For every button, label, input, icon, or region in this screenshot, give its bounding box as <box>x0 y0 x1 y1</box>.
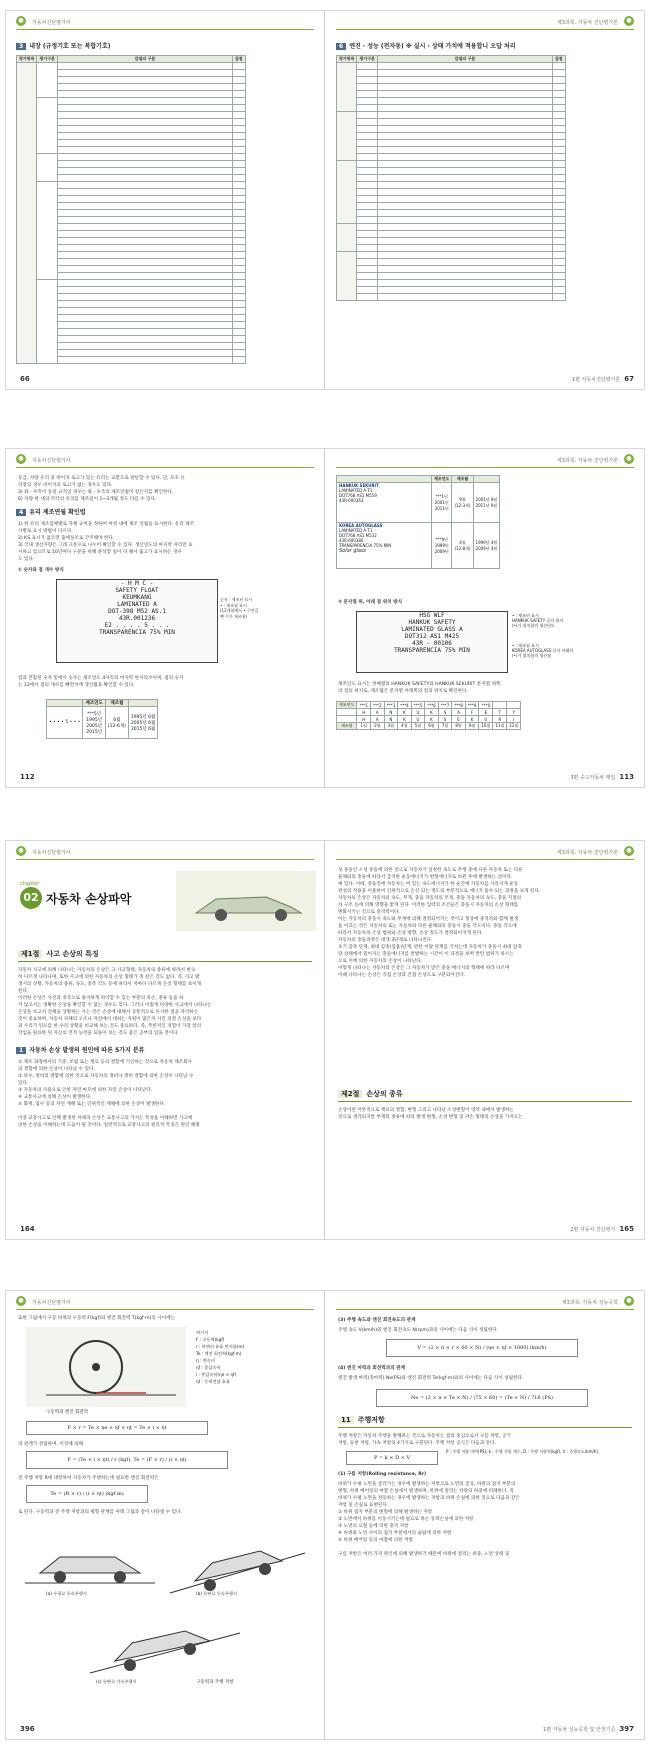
section-title: 4 유리 제조연월 확인법 <box>16 507 86 517</box>
fig2c-car <box>90 1631 240 1673</box>
eq3-intro: 전 주행 저항 R에 대항하여 자동차가 주행하는데 필요한 엔진 회전력은 <box>18 1476 159 1481</box>
tail-text: 이중 교통사고로 인해 발생된 차체의 손상은 교통사고의 가지는 특성을 이해하면 사고에 의한 손상을 이해하는데 도움이 될 것이다. 일반적으로 교통사고의 원리적 특징은 원인 해명 <box>18 1116 200 1128</box>
section-heading: 제1절 사고 손상의 특징 <box>18 949 312 962</box>
section-heading: 제2절 손상의 종류 <box>338 1089 632 1102</box>
spread-3 <box>5 840 645 1240</box>
page-header: ● 자동차진단평가사 <box>16 19 314 30</box>
section-title: 6 엔진 · 성능 (전자동) ※ 실시 · 상태 가치에 적용합니 오답 처리 <box>336 41 516 51</box>
fig2-caption: 구동력과 주행 저항 <box>196 1680 234 1685</box>
page-number: 1편 자동차진단평가론 67 <box>572 375 634 383</box>
page-header: ● 제3과목. 자동차 성능공학 <box>336 1299 634 1310</box>
fig2b-caption: (b) 등판로 등속주행시 <box>196 1591 237 1596</box>
intro-text: 또한 그림에서 구동 바퀴의 구동력 F(kgf)와 엔진 회전력 T(kgf·m)의 사이에는 <box>18 1316 176 1321</box>
eq2-intro: 의 관계가 성립하며, 이것에 의해 <box>18 1442 83 1447</box>
power-equation: Ne = (2 × π × Te × N) / (75 × 60) = (Te × N) / 716 (PS) <box>376 1389 588 1407</box>
chapter-heading: chapter 02 자동차 손상파악 <box>20 881 170 911</box>
chapter-title: 자동차 손상파악 <box>46 891 132 906</box>
s3-title: (3) 주행 속도와 엔진 회전속도의 관계 <box>338 1318 416 1323</box>
page-number: 66 <box>20 375 30 383</box>
page-number: 112 <box>20 773 35 781</box>
symbol-legend: 여기서 F : 구동력(kgf) r : 바퀴의 유효 반지름(m) Te : 엔진 회전력(kgf·m) η : 변속비 ηf : 종감속비 i : 총감속비(ηe × ηf) ηt : 동력전달 효율 <box>196 1330 245 1384</box>
chapter-number: 02 <box>20 887 42 909</box>
page-67 <box>326 11 644 389</box>
interior-deduction-table: 평가항목 평가구분 감점의 구분 감점 <box>16 55 246 364</box>
spread-2 <box>5 448 645 788</box>
tail-text: 손상이란 이론적으로 재료의 결함, 변형 그리고 나타난 소성변형이 영역 내에서 발생하는 것으로 생각되지만 부재의 종류에 따라 발생 변형, 소성 변형 및 파손 형태의 손상을 가져오는 <box>338 1108 523 1120</box>
callout-year: • : 제조년 표시 HANKUK SAFETY 글자 위의 (•)가 위치함의 생산년도 <box>512 613 564 628</box>
mid-text: 점과 본함된 숫자 밑에서 숫자는 제조연도 4자리의 마지막 한자리수이며, 점의 숫자 는 12에서 점의 개수를 빼면서에 생산월을 확인할 수 있다. <box>18 676 184 688</box>
equation-1: F × r = Te × ηe × ηf × ηt = Te × i × ηt <box>26 1421 208 1435</box>
equation-2: F = (Te × i × ηt) / r (kgf), Te = (F × r) / (i × ηt) <box>26 1451 228 1469</box>
glass-callout: 숫자 : 제조년 표시 • : 제조월 표시 (12개월에서 • 수만큼 뺀 수가 제조월) <box>220 597 259 619</box>
glass-marking-figure: - H M C - SAFETY FLOAT KEUMKANG LAMINATED A DOT-398 M52 AS.1 43R.001236 E2 . . . . 5 . . . TRANSPARENCIA 75% MIN <box>56 579 218 663</box>
driving-force-figure <box>26 1327 186 1407</box>
method-text: 1) 한 유리 제조업체별로 자체 규칙을 정하여 마킹 내에 제조 연월을 표시한다. 유리 제조 사별로 표시 방법이 다르다. 2) KS 표시가 없으면 출애실조로 간주해야 한다. 3) 국내 생산자량은 그래 크룬포로 나누어 확인할 수 있다. 생산연도의 마지막 자리만 표 시하고 있으므로 10년마다 구분을 위해 분석할 일이 다 해서 출고가 표시하는 경우 도 있다. <box>18 522 195 562</box>
s3-text: 주행 속도 V(km/h)와 엔진 회전속도 N(rpm)과의 사이에는 다음 식이 성립한다. <box>338 1328 499 1333</box>
page-number: 3편 중고자동차 매입 113 <box>570 773 634 781</box>
fig2a-caption: (a) 수평로 등속주행시 <box>46 1591 87 1596</box>
equation-3: Te = (R × r) / (i × ηt) (kgf·m) <box>26 1485 148 1503</box>
page-number: 396 <box>20 1725 35 1733</box>
fig2a-car <box>25 1557 155 1583</box>
speed-equation: V = (2 × π × r × 60 × N) / (ηe × ηf × 1000) (km/h) <box>386 1339 578 1357</box>
resistance-legend: P : 주행 저항 마력(PS), k : 주행 저항 계수, D : 주행 저항력(kgf), V : 주행속도(km/h) <box>446 1449 598 1454</box>
sub-method-title: ① 숫자와 점 개수 방식 <box>18 568 64 573</box>
fig2c-caption: (c) 등판로 가속주행시 <box>96 1679 137 1684</box>
callout-month: • : 제조월 표시 KOREA AUTOGLASS 글자 아래의 (•)가 위치함의 생산월 <box>512 643 574 658</box>
page-164 <box>6 841 325 1239</box>
resistance-figures <box>20 1523 310 1693</box>
intro-text: 등급, 자량 유리 중 바이지 로고가 있는 유리는 교환으로 판단할 수 있다. 단, 모호 유 리창의 경우 바이지의 로고가 없는 경우도 있다. 3) 좌 · 우측이 동일 규격일 경우는 좌 · 우측의 제조연월이 같은지를 확인한다. 6) 차량 한 대의 각각의 유리를 제조일이 1~3개월 정도 다를 수 있다. <box>18 476 185 502</box>
page-66 <box>6 11 325 389</box>
section-title: 3 내장 (규정기호 또는 복합기호) <box>16 41 111 51</box>
hankuk-sekurit-logo: HANKUK SEKURIT <box>339 483 379 488</box>
spread-1 <box>5 10 645 390</box>
body-text: 제조년도 표시는 첫째열의 HANKUK SAFETY와 HANKUK SEKURIT 문자열 위쪽 의 점의 위치로, 제조월은 문자열 아래쪽의 점의 위치로 확인한다. <box>338 682 501 694</box>
rolling-title: (1) 구름 저항(Rolling resistance, Rr) <box>338 1472 427 1477</box>
fig2b-car <box>170 1551 305 1593</box>
page-header: ● 자동차진단평가사 <box>16 1299 314 1310</box>
korea-autoglass-logo: KOREA AUTOGLASS <box>339 523 383 528</box>
page-header: ● 자동차진단평가사 <box>16 849 314 860</box>
fig1-caption: 구동력과 엔진 회전력 <box>46 1410 88 1415</box>
spread-4 <box>5 1290 645 1740</box>
page-header: ● 제3과목. 자동차 진단평가론 <box>336 849 634 860</box>
glass-marking-figure-2: HSG WLF HANKUK SAFETY LAMINATED GLASS A DOT312 AS1 M425 43R - 00106 TRANSPARENCIA 75% MIN <box>356 611 508 673</box>
tail-text: 구름 저항은 여러 가지 원인에 의해 발생하기 때문에 바퀴에 걸리는 하중, 노면 상태 및 <box>338 1552 510 1557</box>
page-header: ● 제3과목. 자동차 진단평가론 <box>336 457 634 468</box>
sub-method-title: ② 문자열 위, 아래 점 위치 방식 <box>338 600 403 605</box>
list-text: ① 제조 과정에서의 기준, 조립 또는 재료 등의 결함에 기인하는 것으로 자동차 제조회사 의 결함에 의한 손상이 나타날 수 있다. ② 보수, 정비의 결함에 의한 것으로 자동차의 정비나 정비 결함에 의한 손상이 나타날 수 있다. ③ 자동차의 사용으로 인한 자연 마모에 의한 자연 손상이 나타난다. ④ 교통사고에 의해 손상이 발생한다. ⑤ 화재, 침수 등의 자연 재해 또는 인위적인 재해에 의한 손상이 발생한다. <box>18 1060 194 1107</box>
page-number: 164 <box>20 1225 35 1233</box>
s4-title: (4) 엔진 마력과 회전력과의 관계 <box>338 1366 406 1371</box>
body-text: 성 충돌인 소성 충돌에 의한 것으로 자동차가 일정한 속도로 주행 중에 다른 자동차 또는 다른 물체와의 충돌에 따라서 급격한 운동에너지가 변형에너지로 바뀐 후에 발생하는 것이다. 예 있다. 이때, 충돌전에 자동차는 여 있는 속도에너지가 한 순간에 자동차를 사라지게 운동 관성의 작용을 이용하여 인위적으로 손상 되는 정도의 부분적으로 에너지 흡수 되는 과정을 보게 된다. 자동차의 손상은 자동차의 속도, 무게, 충돌 자동차의 무게, 충돌 자동차의 속도, 충돌 지점의 차 구조 등에 의해 영향을 받게 된다. 이러한 입력의 조건들은 충돌시 자동차의 손상 형태를 변화시키는 것으로 충격력이다. 이는 자동차의 충돌시 속도와 무게에 의해 결정되어지는 것이고 형상에 충격파와 함께 발생 을 이끄는 것은 자동차의 또는 자동차와 다른 물체와의 충돌시 충돌 각도이다. 충돌 각도에 따라서 자동차의 손상 범위와 손상 방향, 손상 정도가 결정되어지게 된다. 자동차의 충돌과정은 대개 3단계로 나타나진다. 초기 감축 단계, 최대 감축(압흡)단계, 반탄 이탈 단계를 거치는데 자동차가 충돌시 최대 압축 량 상태에서 밀어지는 충돌에너지를 반발하는 시간이 이 과정을 보며 반탄 범위가 따르는 으로 이에 의한 자동차의 손상이 나타난다. 이렇게 나타나는 자동차의 손상은 그 자동차가 받은 충돌 에너지의 형태에 따라 다르며 이때 나타나는 손상은 직접 손상과 간접 손상으로 구분되어진다. <box>338 868 541 978</box>
page-number: 1편 자동차 성능공학 및 안전기준 397 <box>543 1725 634 1733</box>
engine-deduction-table: 평가항목 평가구분 감점의 구분 감점 <box>336 55 566 301</box>
rolling-text: 바퀴가 수평 노면을 굴러가는 경우에 발생하는 저항으로 노면의 굴곡, 바퀴의 접지 부분의 변형, 바퀴 베어링의 마찰 손실에서 발생하며, 바퀴에 걸리는 차량의 하중에 비례한다. 즉 바퀴가 수평 노면을 전동하는 경우에 발생하는 저항과 바퀴 손실에 의한 것으로 다음과 같은 저항 및 손실로 표현된다. ① 바퀴 접지 부분의 변형에 의해 발생하는 저항 ② 노면에서 바퀴를 이동시키는데 필요로 하는 동력손실에 의한 저항 ③ 노면의 요철 등에 의한 충격 저항 ④ 바퀴와 노면 사이의 접지 부분에서의 슬립에 의한 저항 ⑤ 바퀴 베어링 등의 마찰에 의한 저항 <box>338 1482 520 1543</box>
body-text: 자동차 사고에 의해 나타나는 자동차의 손상은 크 사고형태, 자동차의 종류에 따라서 변숙 히 다르게 나타나며, 또한 사고에 의한 자동차의 손상 형태가 축 같은 것도 없다. 즉, 사고 발 생시의 상황, 자동차의 종류, 속도, 충촉 각도 등에 따라서 저마다 다르게 손상 형태를 보이게 된다. 이러한 손상은 사진과 축측으로 용이하게 파악할 수 있는 부분의 파손, 종류 등을 하 지 않고서는 정확한 손상을 확인할 수 없는 경우도 있다. 그러나 이렇게 다양한 사고에서 나타나는 손상을 보고서 전체을 상황하는 사는 것은 손상에 대해서 공통적으로 유사한 점을 파악하는 것이 중요하며, 자동차 자체의 구조나 자연에서 대하는 지원이 많은지 사진 의결 손상을 보다 과 수리가 된포를 한 수리 상황을 비교해 보는 것도 중요하다. 즉, 추론적인 경험이 가장 앞의 작업을 원료한 뒤 자신의 견적 능력을 되돌아 보는 것도 좋은 공부의 있을 것이다. <box>18 968 212 1036</box>
page-number: 2편 자동차 진단평가 165 <box>570 1225 634 1233</box>
page-397 <box>326 1291 644 1739</box>
chapter-car-illustration <box>176 871 316 931</box>
letter-grid-table: 제조연도 ***1 ***2 ***3 ***4 ***5 ***6 ***7 ***8 ***9 ***0 H A N K U K S A F E T Y H A N K U K S E K U R I 제조월 1월 2월 3월 4월 5월 6월 7월 8월 9월 10월 11월 12월 <box>336 701 521 730</box>
page-165 <box>326 841 644 1239</box>
subsection-title: 1 자동차 손상 발생의 원인에 따른 5가지 분류 <box>16 1045 144 1055</box>
page-113 <box>326 449 644 787</box>
body-text: 주행 저항은 자동차 주행을 방해하는 측으로 자동차는 점의 중심으로서 구름 저항, 공기 저항, 등판 저항, 가속 저항의 4가지로 구분된다. 주행 저항 공식은 다음과 같다. <box>338 1434 511 1446</box>
page-112 <box>6 449 325 787</box>
fig2-intro: 로 된다. 구동력과 전 주행 저항과의 평형 관계를 아래 그림과 같이 나타낼 수 있다. <box>18 1510 182 1515</box>
logo-date-table: 제조연도 제조월 HANKUK SEKURIT LAMINATED A T1 DOT768 AS1 M559 43R-000363 ***1년 2001년 2011년 9월 (12-3개) 2001년 9월 2011년 9월 KOREA AUTOGLASS LAMINATED A T1 DOT768 AS1 M532 43R-000380 TRANSPARENCIA 75% MIN Solor glass ***9년 1999년 2009년 4월 (12-8개) 1999년 4월 2009년 4월 <box>336 475 500 569</box>
resistance-equation: P = k × D × V <box>346 1451 438 1465</box>
page-header: ● 자동차진단평가사 <box>16 457 314 468</box>
page-header: ● 제3과목. 자동차 진단평가론 <box>336 19 634 30</box>
s4-text: 엔진 발생 마력(축마력) Ne(PS)와 엔진 회전력 Te(kgf·m)와의 사이에는 다음 식이 성립한다. <box>338 1376 524 1381</box>
section-heading: 11 주행저항 <box>338 1415 632 1428</box>
date-table: 제조연도 제조월 • • • • 5 • • • ***5년 1995년 2005년 2015년 6월 (12-6개) 1995년 6월 2005년 6월 2015년 6월 <box>46 699 158 739</box>
page-396 <box>6 1291 325 1739</box>
